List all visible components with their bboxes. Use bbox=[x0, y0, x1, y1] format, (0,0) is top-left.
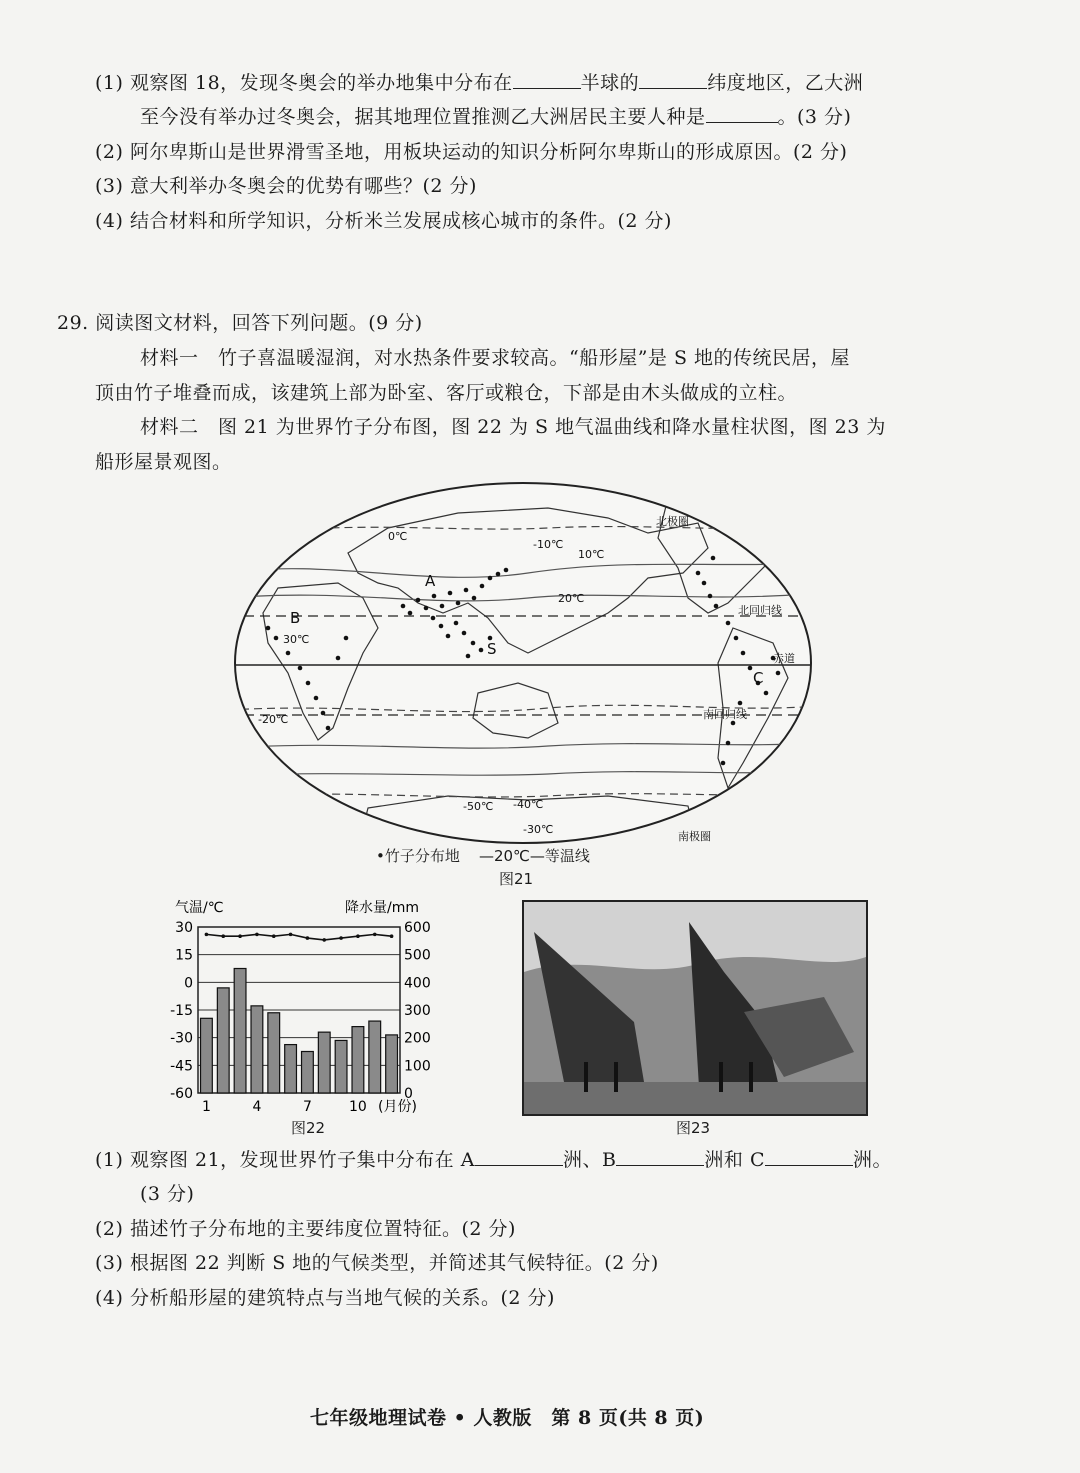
precip-bar bbox=[251, 1006, 263, 1093]
q29-material1-line1: 材料一 竹子喜温暖湿润，对水热条件要求较高。“船形屋”是 S 地的传统民居，屋 bbox=[140, 347, 851, 369]
iso-label-m50: -50℃ bbox=[463, 800, 494, 813]
iso-label-30: 30℃ bbox=[283, 633, 310, 646]
map-label-b: B bbox=[290, 609, 301, 627]
temperature-point bbox=[221, 934, 225, 938]
precip-bar bbox=[335, 1040, 347, 1093]
chart-left-tick: -60 bbox=[170, 1086, 193, 1102]
chart-left-tick: 0 bbox=[184, 975, 193, 992]
q29-4: (4) 分析船形屋的建筑特点与当地气候的关系。(2 分) bbox=[95, 1287, 555, 1309]
chart-left-label: 气温/℃ bbox=[175, 900, 224, 916]
q28-1-text-d: 至今没有举办过冬奥会，据其地理位置推测乙大洲居民主要人种是 bbox=[140, 106, 706, 128]
iso-label-20-north: 20℃ bbox=[558, 592, 585, 605]
chart-x-label: (月份) bbox=[378, 1099, 417, 1115]
precip-bar bbox=[234, 969, 246, 1094]
label-tropic-of-cancer: 北回归线 bbox=[738, 604, 782, 617]
q28-1-line2 bbox=[140, 104, 851, 130]
iso-label-10-north: 10℃ bbox=[578, 548, 605, 561]
q28-1-text-b: 半球的 bbox=[580, 72, 640, 94]
q29-1-text-c: 洲和 C bbox=[704, 1149, 765, 1171]
temperature-line bbox=[206, 934, 391, 940]
chart-right-tick: 200 bbox=[404, 1030, 431, 1047]
chart-right-tick: 600 bbox=[404, 920, 431, 936]
precip-bar bbox=[352, 1027, 364, 1093]
q29-1-score: (3 分) bbox=[140, 1183, 195, 1205]
temperature-point bbox=[289, 933, 293, 937]
q29-material2-line1: 材料二 图 21 为世界竹子分布图，图 22 为 S 地气温曲线和降水量柱状图，图 23 为 bbox=[140, 416, 886, 438]
figure-22-caption: 图22 bbox=[291, 1119, 326, 1137]
iso-label-0-north: 0℃ bbox=[388, 530, 408, 543]
temperature-point bbox=[306, 936, 310, 940]
precip-bar bbox=[386, 1035, 398, 1093]
climate-chart-svg bbox=[160, 895, 450, 1120]
precip-bar bbox=[285, 1045, 297, 1093]
q28-1-line1 bbox=[95, 70, 863, 96]
temperature-point bbox=[390, 934, 394, 938]
precip-bar bbox=[369, 1021, 381, 1093]
chart-left-tick: 15 bbox=[175, 947, 193, 964]
chart-right-label: 降水量/mm bbox=[345, 900, 419, 916]
chart-right-tick: 500 bbox=[404, 947, 431, 964]
q28-3: (3) 意大利举办冬奥会的优势有哪些？(2 分) bbox=[95, 175, 477, 197]
chart-x-tick: 10 bbox=[349, 1099, 367, 1115]
map-label-s: S bbox=[487, 640, 497, 658]
precip-bar bbox=[302, 1052, 314, 1094]
q28-4: (4) 结合材料和所学知识，分析米兰发展成核心城市的条件。(2 分) bbox=[95, 210, 672, 232]
precip-bar bbox=[268, 1013, 280, 1093]
q29-2: (2) 描述竹子分布地的主要纬度位置特征。(2 分) bbox=[95, 1218, 516, 1240]
chart-x-tick: 4 bbox=[252, 1099, 262, 1115]
temperature-point bbox=[322, 938, 326, 942]
temperature-point bbox=[272, 934, 276, 938]
photo-svg bbox=[524, 902, 866, 1114]
figure-21-caption: 图21 bbox=[499, 870, 534, 888]
chart-x-tick: 1 bbox=[201, 1099, 211, 1115]
q29-material2-line2: 船形屋景观图。 bbox=[95, 451, 232, 473]
iso-label-m30: -30℃ bbox=[523, 823, 554, 836]
temperature-point bbox=[205, 933, 209, 937]
climate-chart bbox=[160, 895, 450, 1120]
q29-1-line1 bbox=[95, 1147, 892, 1173]
q29-material1-line2: 顶由竹子堆叠而成，该建筑上部为卧室、客厅或粮仓，下部是由木头做成的立柱。 bbox=[95, 382, 798, 404]
chart-x-tick: 7 bbox=[302, 1099, 312, 1115]
map-label-c: C bbox=[753, 669, 764, 687]
legend-bamboo: •竹子分布地 bbox=[376, 847, 460, 865]
q29-1-text-b: 洲、B bbox=[562, 1149, 617, 1171]
temperature-point bbox=[238, 934, 242, 938]
iso-label-m20: -20℃ bbox=[258, 713, 289, 726]
temperature-point bbox=[373, 933, 377, 937]
q29-1-blank-b[interactable] bbox=[616, 1147, 704, 1166]
map-legend bbox=[376, 845, 590, 866]
iso-label-m10-north: -10℃ bbox=[533, 538, 564, 551]
label-tropic-of-capricorn: 南回归线 bbox=[703, 708, 747, 721]
page-footer: 七年级地理试卷 • 人教版 第 8 页(共 8 页) bbox=[310, 1407, 705, 1429]
world-bamboo-map bbox=[228, 478, 818, 858]
q28-1-text-e: 。(3 分) bbox=[777, 106, 852, 128]
label-equator: 赤道 bbox=[773, 652, 795, 665]
q28-1-blank-race[interactable] bbox=[706, 104, 778, 123]
q29-1-text-a: (1) 观察图 21，发现世界竹子集中分布在 A bbox=[95, 1149, 475, 1171]
map-outline bbox=[235, 483, 811, 843]
chart-right-tick: 0 bbox=[404, 1086, 413, 1102]
temperature-point bbox=[339, 936, 343, 940]
q28-1-text-a: (1) 观察图 18，发现冬奥会的举办地集中分布在 bbox=[95, 72, 513, 94]
chart-left-tick: -30 bbox=[170, 1030, 193, 1047]
boat-house-photo bbox=[522, 900, 868, 1116]
label-antarctic-circle: 南极圈 bbox=[678, 830, 711, 843]
chart-left-tick: -15 bbox=[170, 1003, 193, 1019]
chart-right-tick: 100 bbox=[404, 1058, 431, 1075]
precip-bar bbox=[201, 1018, 213, 1093]
q29-1-blank-a[interactable] bbox=[475, 1147, 563, 1166]
q29-3: (3) 根据图 22 判断 S 地的气候类型，并简述其气候特征。(2 分) bbox=[95, 1252, 659, 1274]
legend-isotherm: —20℃—等温线 bbox=[478, 847, 590, 865]
q28-1-blank-latitude[interactable] bbox=[639, 70, 707, 89]
label-arctic-circle: 北极圈 bbox=[656, 515, 689, 528]
iso-label-m40: -40℃ bbox=[513, 798, 544, 811]
q28-1-text-c: 纬度地区，乙大洲 bbox=[707, 72, 864, 94]
chart-left-tick: 30 bbox=[175, 920, 193, 936]
map-svg bbox=[228, 478, 818, 858]
chart-right-tick: 300 bbox=[404, 1003, 431, 1019]
figure-23-caption: 图23 bbox=[676, 1119, 711, 1137]
map-label-a: A bbox=[425, 572, 436, 590]
q28-2: (2) 阿尔卑斯山是世界滑雪圣地，用板块运动的知识分析阿尔卑斯山的形成原因。(2 分) bbox=[95, 141, 848, 163]
temperature-point bbox=[356, 934, 360, 938]
precip-bar bbox=[217, 988, 229, 1093]
q29-1-blank-c[interactable] bbox=[765, 1147, 853, 1166]
chart-left-tick: -45 bbox=[170, 1058, 193, 1075]
temperature-point bbox=[255, 933, 259, 937]
q28-1-blank-hemisphere[interactable] bbox=[513, 70, 581, 89]
precip-bar bbox=[318, 1032, 330, 1093]
q29-title: 29. 阅读图文材料，回答下列问题。(9 分) bbox=[57, 312, 423, 334]
chart-right-tick: 400 bbox=[404, 975, 431, 992]
q29-1-text-d: 洲。 bbox=[852, 1149, 892, 1171]
